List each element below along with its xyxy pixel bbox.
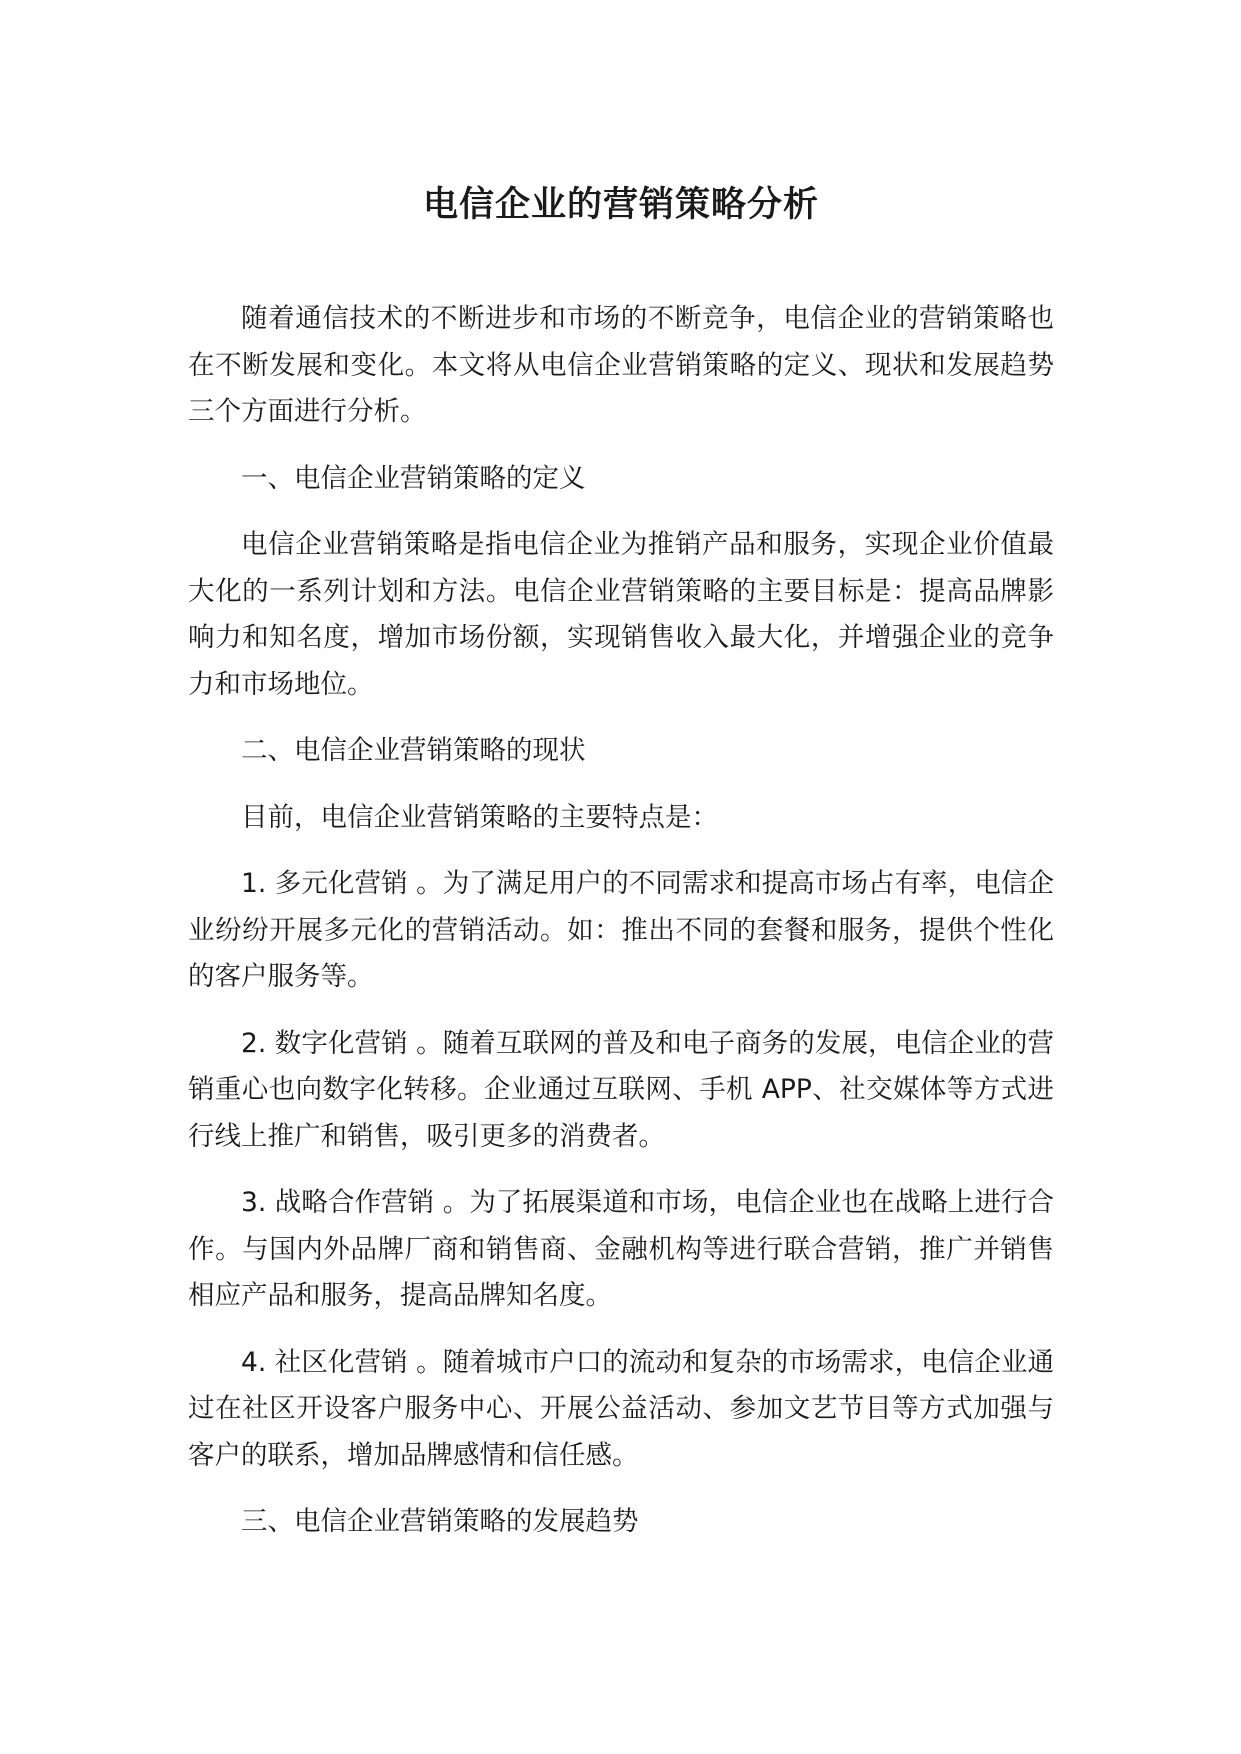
section-heading-trends: 三、电信企业营销策略的发展趋势 (241, 1506, 639, 1537)
section-heading-definition: 一、电信企业营销策略的定义 (241, 462, 586, 494)
document-body (188, 296, 1054, 1546)
section-heading-status: 二、电信企业营销策略的现状 (241, 735, 586, 766)
list-item-strategic-cooperation: 3. 战略合作营销 。为了拓展渠道和市场，电信企业也在战略上进行合作。与国内外品牌厂商和销售商、金融机构等进行联合营销，推广并销售相应产品和服务，提高品牌知名度。 (188, 1187, 1054, 1311)
document-page (188, 0, 1054, 1566)
list-item-diversified-marketing: 1. 多元化营销 。为了满足用户的不同需求和提高市场占有率，电信企业纷纷开展多元化的营销活动。如：推出不同的套餐和服务，提供个性化的客户服务等。 (188, 868, 1054, 992)
intro-paragraph: 随着通信技术的不断进步和市场的不断竞争，电信企业的营销策略也在不断发展和变化。本文将从电信企业营销策略的定义、现状和发展趋势三个方面进行分析。 (188, 303, 1054, 427)
status-intro-paragraph: 目前，电信企业营销策略的主要特点是： (241, 801, 718, 833)
list-item-community-marketing: 4. 社区化营销 。随着城市户口的流动和复杂的市场需求，电信企业通过在社区开设客户服务中心、开展公益活动、参加文艺节目等方式加强与客户的联系，增加品牌感情和信任感。 (188, 1346, 1054, 1471)
document-title: 电信企业的营销策略分析 (422, 185, 819, 225)
list-item-digital-marketing: 2. 数字化营销 。随着互联网的普及和电子商务的发展，电信企业的营销重心也向数字化转移。企业通过互联网、手机 APP、社交媒体等方式进行线上推广和销售，吸引更多的消费者。 (188, 1027, 1054, 1152)
definition-paragraph: 电信企业营销策略是指电信企业为推销产品和服务，实现企业价值最大化的一系列计划和方法。电信企业营销策略的主要目标是：提高品牌影响力和知名度，增加市场份额，实现销售收入最大化，并增强企业的竞争力和市场地位。 (188, 529, 1054, 700)
